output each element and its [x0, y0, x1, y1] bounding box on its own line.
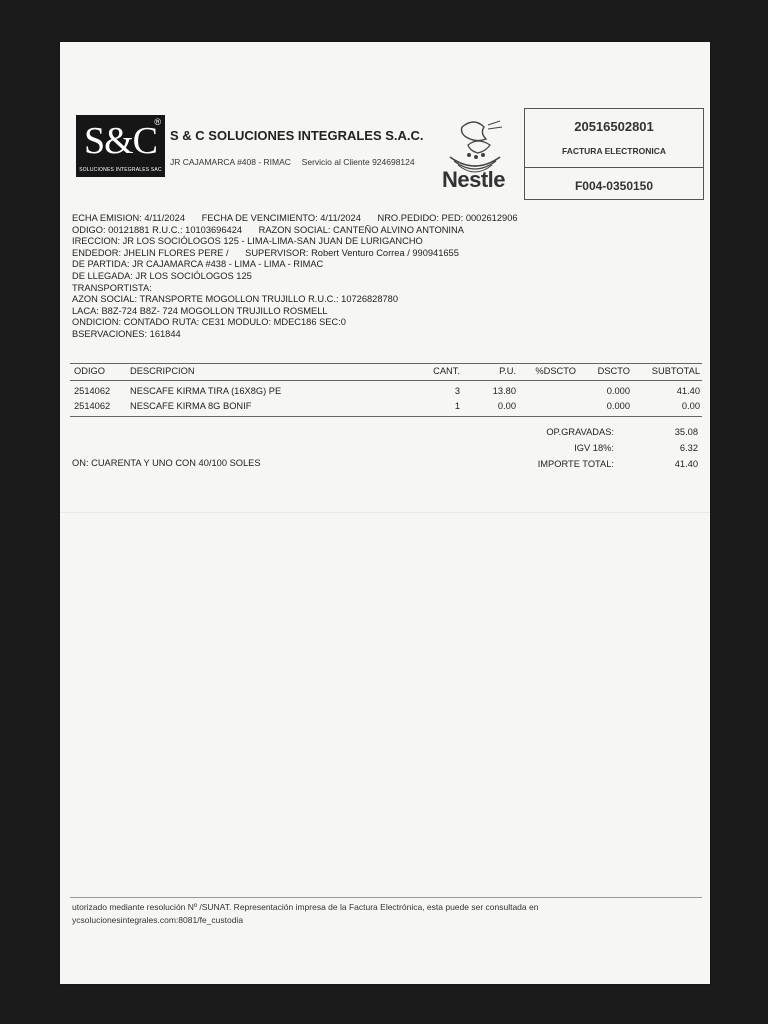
footer	[72, 901, 538, 927]
col-pdscto: %DSCTO	[535, 366, 576, 376]
nestle-brand: Nestle	[442, 167, 506, 192]
totals	[510, 424, 702, 472]
invoice-page	[60, 42, 710, 984]
logo-registered: ®	[154, 117, 161, 127]
condicion: ONDICION: CONTADO RUTA: CE31 MODULO: MDEC186 SEC:0	[72, 317, 346, 328]
company-address: JR CAJAMARCA #408 - RIMAC	[170, 157, 291, 167]
document-box-divider	[525, 167, 703, 168]
punto-partida: DE PARTIDA: JR CAJAMARCA #438 - LIMA - LIMA - RIMAC	[72, 259, 324, 270]
row-dscto: 0.000	[606, 386, 630, 396]
footer-url: ycsolucionesintegrales.com:8081/fe_custodia	[72, 915, 244, 925]
direccion: IRECCION: JR LOS SOCIÓLOGOS 125 - LIMA-LIMA-SAN JUAN DE LURIGANCHO	[72, 236, 423, 247]
importe-total-label: IMPORTE TOTAL:	[537, 459, 614, 469]
table-row	[70, 400, 702, 413]
row-pu: 13.80	[492, 386, 516, 396]
punto-llegada: DE LLEGADA: JR LOS SOCIÓLOGOS 125	[72, 270, 252, 281]
table-bottom-rule	[70, 416, 702, 417]
company-name: S & C SOLUCIONES INTEGRALES S.A.C.	[170, 128, 424, 143]
importe-total-value: 41.40	[674, 459, 698, 469]
importe-total-row	[510, 456, 702, 472]
row-pu: 0.00	[497, 401, 516, 411]
footer-rule	[70, 897, 702, 898]
row-cant: 3	[454, 386, 460, 396]
razon-social-transportista: AZON SOCIAL: TRANSPORTE MOGOLLON TRUJILLO R.U.C.: 10726828780	[72, 294, 399, 305]
col-subtotal: SUBTOTAL	[651, 366, 700, 376]
info-row-dates	[72, 213, 702, 225]
table-row	[70, 385, 702, 398]
igv-row	[510, 440, 702, 456]
logo-mark: S&C	[83, 120, 158, 162]
table-header	[70, 365, 702, 378]
footer-authorization: utorizado mediante resolución Nº /SUNAT. Representación impresa de la Factura Electrónica, esta puede ser consultada en	[72, 902, 539, 912]
amount-in-words: ON: CUARENTA Y UNO CON 40/100 SOLES	[72, 458, 261, 468]
table-top-rule	[70, 363, 702, 364]
row-codigo: 2514062	[74, 401, 111, 411]
col-descripcion: DESCRIPCION	[130, 366, 195, 376]
document-type: FACTURA ELECTRONICA	[561, 146, 667, 156]
company-contact	[170, 157, 415, 167]
table-header-rule	[70, 380, 702, 381]
row-descripcion: NESCAFE KIRMA TIRA (16X8G) PE	[130, 386, 282, 396]
row-subtotal: 0.00	[681, 401, 700, 411]
fecha-vencimiento: FECHA DE VENCIMIENTO: 4/11/2024	[201, 213, 361, 223]
op-gravadas-label: OP.GRAVADAS:	[546, 427, 614, 437]
customer-service: Servicio al Cliente 924698124	[301, 157, 415, 167]
row-dscto: 0.000	[606, 401, 630, 411]
document-box	[524, 108, 704, 200]
col-pu: P.U.	[499, 366, 516, 376]
razon-social: RAZON SOCIAL: CANTEÑO ALVINO ANTONINA	[258, 224, 464, 235]
codigo-ruc: ODIGO: 00121881 R.U.C.: 10103696424	[72, 224, 243, 235]
igv-label: IGV 18%:	[574, 443, 614, 453]
igv-value: 6.32	[679, 443, 698, 453]
fecha-emision: ECHA EMISION: 4/11/2024	[72, 213, 185, 223]
op-gravadas-value: 35.08	[674, 427, 698, 437]
info-row-cliente	[72, 225, 702, 237]
logo-tagline: SOLUCIONES INTEGRALES SAC	[79, 167, 162, 173]
vendedor: ENDEDOR: JHELIN FLORES PERE /	[72, 247, 229, 258]
row-codigo: 2514062	[74, 386, 111, 396]
row-cant: 1	[454, 401, 460, 411]
info-row-vendedor	[72, 248, 702, 260]
op-gravadas-row	[510, 424, 702, 440]
company-logo	[76, 115, 165, 177]
row-descripcion: NESCAFE KIRMA 8G BONIF	[130, 401, 252, 411]
observaciones: BSERVACIONES: 161844	[72, 328, 181, 339]
transportista: TRANSPORTISTA:	[72, 282, 152, 293]
nro-pedido: NRO.PEDIDO: PED: 0002612906	[377, 213, 518, 223]
supervisor: SUPERVISOR: Robert Venturo Correa / 990941655	[245, 247, 459, 258]
row-subtotal: 41.40	[676, 386, 700, 396]
col-dscto: DSCTO	[597, 366, 630, 376]
document-ruc: 20516502801	[574, 119, 654, 134]
document-number: F004-0350150	[574, 179, 654, 193]
invoice-info	[72, 213, 702, 341]
page-fold	[60, 512, 710, 513]
placa: LACA: B8Z-724 B8Z- 724 MOGOLLON TRUJILLO ROSMELL	[72, 305, 328, 316]
col-codigo: ODIGO	[74, 366, 105, 376]
col-cant: CANT.	[433, 366, 460, 376]
